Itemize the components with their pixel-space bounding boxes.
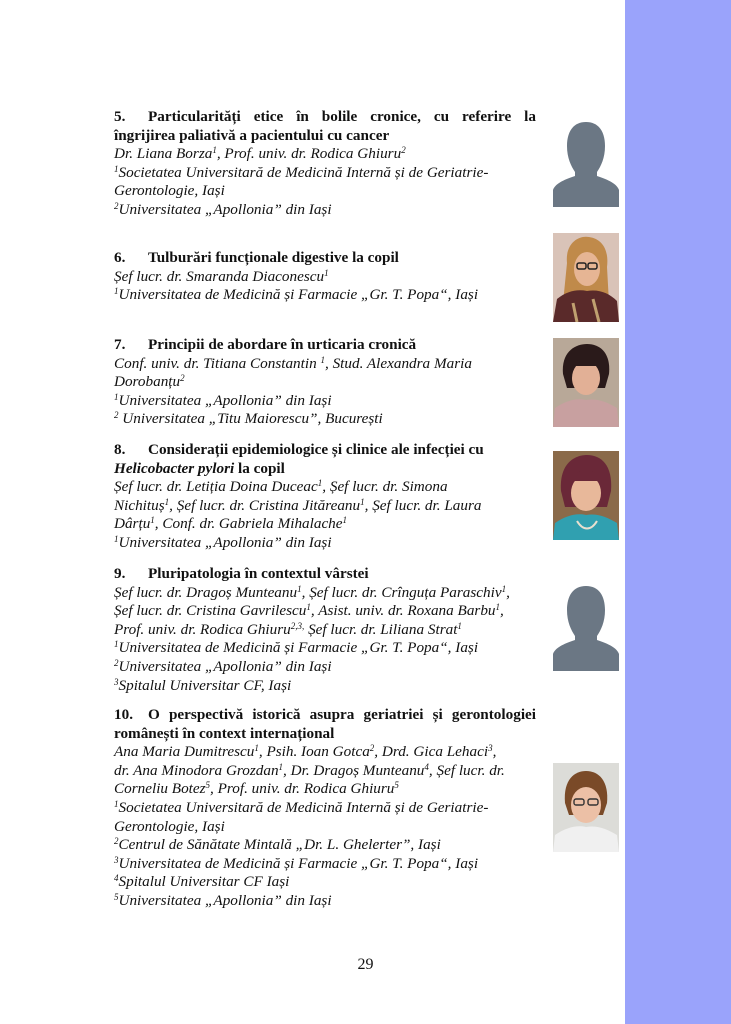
affiliation: [114, 836, 536, 855]
entry-title-text: Principii de abordare în urticaria cronică: [148, 336, 417, 353]
author-photo-1: [553, 233, 619, 322]
entry-title-text: O perspectivă istorică asupra geriatriei și gerontologiei românești în context internațional: [114, 706, 536, 742]
author: ,: [500, 602, 504, 620]
affiliation: [114, 873, 536, 892]
author-sup: 3: [488, 743, 493, 754]
affiliation: [114, 201, 536, 220]
affiliation-sup: 3: [114, 676, 119, 687]
author: Șef lucr. dr. Dragoș Munteanu: [114, 583, 298, 601]
affiliation-text: Gerontologie, Iași: [114, 817, 225, 835]
author-sup: 1: [297, 583, 302, 594]
entry-title-italic: Helicobacter pylori: [114, 459, 235, 477]
authors-line: [114, 478, 536, 497]
author-sup: 1: [360, 496, 365, 507]
author: Șef lucr. dr. Cristina Gavrilescu: [114, 602, 307, 620]
affiliation-sup: 3: [114, 854, 119, 865]
author: , Drd. Gica Lehaci: [374, 743, 489, 761]
author: dr. Ana Minodora Grozdan: [114, 761, 279, 779]
entry-number: 7.: [114, 336, 126, 353]
entry-10: [114, 706, 536, 911]
entry-title: [114, 108, 536, 145]
author-sup: 1: [501, 583, 507, 594]
author: , Șef lucr. dr. Cristina Jităreanu: [169, 496, 361, 514]
author: Prof. univ. dr. Rodica Ghiuru: [114, 620, 291, 638]
author: , Asist. univ. dr. Roxana Barbu: [310, 602, 496, 620]
entry-8: [114, 441, 536, 553]
affiliation-text: Gerontologie, Iași: [114, 182, 225, 200]
author-sup: 1: [212, 145, 217, 156]
author: , Dr. Dragoș Munteanu: [283, 761, 425, 779]
author: , Conf. dr. Gabriela Mihalache: [154, 515, 343, 533]
author: Ana Maria Dumitrescu: [114, 743, 255, 761]
author: , Șef lucr. dr.: [428, 761, 505, 779]
entry-number: 6.: [114, 249, 126, 266]
affiliation-sup: 2: [114, 200, 119, 211]
authors-line: [114, 268, 536, 287]
entry-title-text: Pluripatologia în contextul vârstei: [148, 565, 369, 582]
author-photo-silhouette: [553, 118, 619, 207]
author-sup: 1: [306, 602, 311, 613]
entry-title-text: Considerații epidemiologice și clinice ale infecției cu: [148, 441, 484, 458]
right-color-band: [625, 0, 731, 1024]
affiliation: [114, 164, 536, 183]
author: Corneliu Botez: [114, 780, 206, 798]
author-sup: 5: [205, 780, 211, 791]
entry-6: [114, 249, 536, 305]
authors-line: [114, 602, 536, 621]
entry-title-text: Tulburări funcționale digestive la copil: [148, 249, 399, 266]
affiliation-sup: 5: [114, 891, 119, 902]
author: , Șef lucr. dr. Crînguța Paraschiv: [301, 583, 502, 601]
affiliation-text: Universitatea de Medicină și Farmacie „Gr. T. Popa“, Iași: [118, 639, 479, 657]
author-photo-3: [553, 451, 619, 540]
author-sup: 2,3,: [290, 620, 305, 631]
affiliation-sup: 1: [114, 639, 119, 650]
affiliation: [114, 677, 536, 696]
affiliation-text: Centrul de Sănătate Mintală „Dr. L. Ghelerter”, Iași: [118, 836, 441, 854]
authors-line: [114, 373, 536, 392]
author-sup: 1: [150, 515, 155, 526]
author: , Prof. univ. dr. Rodica Ghiuru: [210, 780, 395, 798]
affiliation: [114, 392, 536, 411]
author-photo-2: [553, 338, 619, 427]
person-silhouette-icon: [553, 582, 619, 671]
authors-line: [114, 497, 536, 516]
author: Șef lucr. dr. Smaranda Diaconescu: [114, 267, 325, 285]
affiliation: [114, 410, 536, 429]
entry-number: 8.: [114, 441, 126, 458]
author-sup: 1: [164, 496, 170, 507]
portrait-icon: [553, 233, 619, 322]
affiliation-text: Universitatea „Apollonia” din Iași: [118, 200, 332, 218]
affiliation-sup: 1: [114, 533, 119, 544]
affiliation: [114, 799, 536, 818]
entry-title: [114, 249, 536, 268]
author: ,: [506, 583, 510, 601]
author-sup: 1: [320, 354, 325, 365]
affiliation-sup: 1: [114, 163, 119, 174]
author-sup: 1: [317, 478, 323, 489]
portrait-icon: [553, 451, 619, 540]
person-silhouette-icon: [553, 118, 619, 207]
authors-line: [114, 355, 536, 374]
affiliation-text: Societatea Universitară de Medicină Internă și de Geriatrie-: [118, 798, 489, 816]
author: Conf. univ. dr. Titiana Constantin: [114, 354, 321, 372]
author: ,: [492, 743, 497, 761]
authors-line: [114, 780, 536, 799]
author-sup: 1: [457, 620, 462, 631]
affiliation: [114, 182, 536, 201]
entry-title: [114, 706, 536, 743]
affiliation-sup: 1: [114, 286, 119, 297]
affiliation: [114, 639, 536, 658]
author-sup: 1: [278, 761, 284, 772]
author-sup: 4: [424, 761, 429, 772]
affiliation-text: Universitatea de Medicină și Farmacie „Gr. T. Popa“, Iași: [118, 286, 479, 304]
author: , Șef lucr. dr. Simona: [322, 478, 448, 496]
affiliation: [114, 534, 536, 553]
author: Șef lucr. dr. Liliana Strat: [304, 620, 458, 638]
entry-7: [114, 336, 536, 429]
affiliation-sup: 2: [114, 836, 119, 847]
authors-line: [114, 621, 536, 640]
author-sup: 1: [324, 267, 329, 278]
affiliation: [114, 658, 536, 677]
entry-number: 10.: [114, 706, 133, 723]
author-sup: 5: [394, 780, 399, 791]
affiliation-sup: 1: [114, 391, 119, 402]
affiliation-text: Universitatea de Medicină și Farmacie „Gr. T. Popa“, Iași: [118, 854, 479, 872]
authors-line: [114, 145, 536, 164]
authors-line: [114, 515, 536, 534]
page-number: 29: [357, 956, 374, 973]
affiliation-text: Universitatea „Apollonia” din Iași: [118, 891, 332, 909]
affiliation-sup: 4: [114, 873, 119, 884]
affiliation-text: Universitatea „Apollonia” din Iași: [118, 657, 332, 675]
author-photo-silhouette: [553, 582, 619, 671]
author: Dârțu: [114, 515, 151, 533]
entry-9: [114, 565, 536, 695]
affiliation: [114, 286, 536, 305]
author-sup: 1: [342, 515, 348, 526]
entry-number: 9.: [114, 565, 126, 582]
affiliation-sup: 2: [114, 410, 119, 421]
entry-title-text: Particularități etice în bolile cronice, cu referire la îngrijirea paliativă a pacientului cu cancer: [114, 108, 536, 144]
affiliation: [114, 892, 536, 911]
author: Șef lucr. dr. Letiția Doina Duceac: [114, 478, 318, 496]
author-sup: 2: [180, 373, 185, 384]
portrait-icon: [553, 763, 619, 852]
author: , Psih. Ioan Gotca: [258, 743, 370, 761]
entry-title: [114, 336, 536, 355]
entry-title: [114, 565, 536, 584]
author: , Șef lucr. dr. Laura: [364, 496, 482, 514]
authors-line: [114, 762, 536, 781]
affiliation-sup: 2: [114, 657, 119, 668]
entry-title: [114, 441, 536, 478]
affiliation-text: Universitatea „Titu Maiorescu”, București: [118, 410, 383, 428]
entry-number: 5.: [114, 108, 126, 125]
author-sup: 1: [495, 602, 501, 613]
entry-title-text: la copil: [234, 459, 285, 477]
author-sup: 2: [369, 743, 375, 754]
affiliation-text: Universitatea „Apollonia” din Iași: [118, 391, 332, 409]
entry-5: [114, 108, 536, 220]
author: Nichituș: [114, 496, 165, 514]
author-photo-4: [553, 763, 619, 852]
affiliation-text: Spitalul Universitar CF Iași: [118, 873, 290, 891]
author-sup: 2: [401, 145, 406, 156]
authors-line: [114, 743, 536, 762]
portrait-icon: [553, 338, 619, 427]
affiliation-sup: 1: [114, 798, 119, 809]
affiliation: [114, 855, 536, 874]
affiliation: [114, 818, 536, 837]
author: , Stud. Alexandra Maria: [324, 354, 472, 372]
affiliation-text: Spitalul Universitar CF, Iași: [118, 676, 292, 694]
affiliation-text: Universitatea „Apollonia” din Iași: [118, 533, 332, 551]
author: Dr. Liana Borza: [114, 145, 213, 163]
author: Dorobanțu: [114, 373, 181, 391]
affiliation-text: Societatea Universitară de Medicină Internă și de Geriatrie-: [118, 163, 489, 181]
authors-line: [114, 584, 536, 603]
author: , Prof. univ. dr. Rodica Ghiuru: [216, 145, 402, 163]
author-sup: 1: [254, 743, 259, 754]
